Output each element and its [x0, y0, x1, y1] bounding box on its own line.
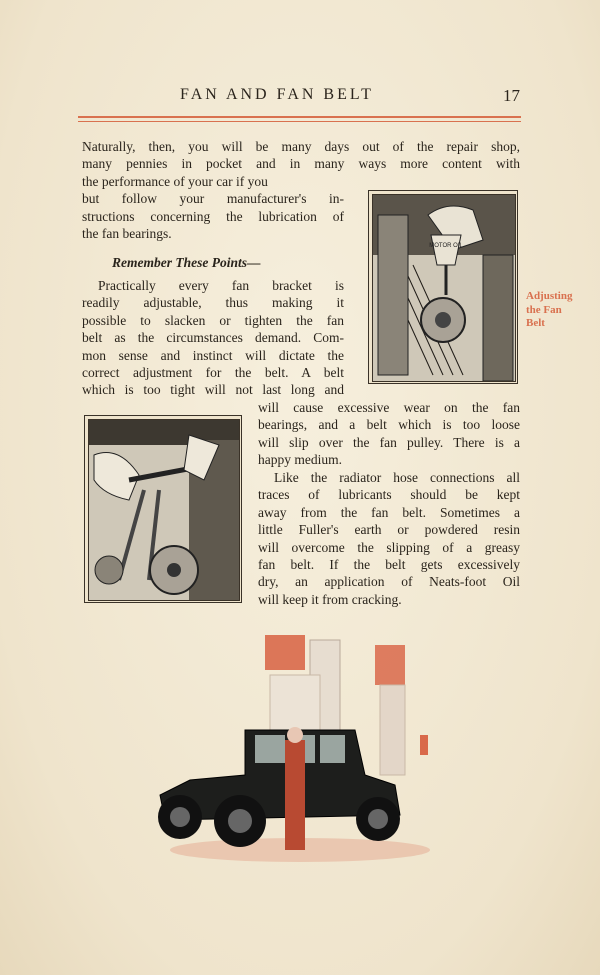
p2-line-3: possible to slacken or tighten the fan: [82, 312, 344, 328]
p3-line-7: dry, an application of Neats-foot Oil: [258, 574, 520, 590]
p3-line-8: will keep it from cracking.: [258, 591, 402, 607]
intro-narrow: [82, 173, 344, 243]
p3-line-6: fan belt. If the belt gets excessively: [258, 557, 520, 573]
p3-line-4: little Fuller's earth or powdered resin: [258, 522, 520, 538]
paragraph-3: [258, 469, 520, 608]
margin-note: [526, 290, 572, 331]
p2c-line-1: will cause excessive wear on the fan: [258, 400, 520, 415]
header-rule-thick: [78, 116, 521, 118]
margin-note-line-1: Adjusting: [526, 290, 573, 302]
p2-line-4: belt as the circumstances demand. Com-: [82, 330, 344, 346]
intro-narrow-line-3: structions concerning the lubrication of: [82, 208, 344, 224]
oil-can-label: MOTOR OIL: [429, 243, 463, 249]
p2c-line-4: happy medium.: [258, 452, 342, 468]
margin-note-line-3: Belt: [526, 317, 545, 329]
paragraph-2: [82, 277, 344, 399]
car-illustration: [150, 625, 450, 865]
p2c-line-3: will slip over the fan pulley. There is a: [258, 434, 520, 450]
figure-oiling-fan-image: [372, 194, 516, 382]
p3-line-3: away from the fan belt. Sometimes a: [258, 504, 520, 520]
running-title: FAN AND FAN BELT: [180, 86, 374, 103]
p2-line-6: correct adjustment for the belt. A belt: [82, 365, 344, 381]
p3-line-5: will overcome the slipping of a greasy: [258, 539, 520, 555]
p2-line-1: Practically every fan bracket is: [98, 278, 344, 293]
running-header: [80, 86, 520, 108]
p2-line-2: readily adjustable, thus making it: [82, 295, 344, 311]
intro-narrow-line-1: the performance of your car if you: [82, 174, 268, 189]
intro-narrow-line-4: the fan bearings.: [82, 226, 172, 242]
paragraph-2-continued: [258, 399, 520, 469]
intro-line-1: Naturally, then, you will be many days out of the repair shop,: [82, 139, 520, 154]
margin-note-line-2: the Fan: [526, 303, 562, 316]
p2-line-5: mon sense and instinct will dictate the: [82, 347, 344, 363]
page-number: 17: [503, 86, 520, 105]
p3-line-1: Like the radiator hose connections all: [274, 470, 520, 485]
header-rule-thin: [78, 121, 521, 122]
p3-line-2: traces of lubricants should be kept: [258, 487, 520, 503]
intro-paragraph: [82, 138, 520, 173]
figure-adjusting-belt: [84, 415, 242, 603]
intro-line-2: many pennies in pocket and in many ways more content with: [82, 156, 520, 172]
figure-adjusting-belt-image: [88, 419, 240, 601]
p2-line-7: which is too tight will not last long and: [82, 382, 344, 398]
p2c-line-2: bearings, and a belt which is too loose: [258, 417, 520, 433]
intro-narrow-line-2: but follow your manufacturer's in-: [82, 191, 344, 207]
subheading: Remember These Points—: [112, 255, 261, 270]
figure-oiling-fan: [368, 190, 518, 384]
